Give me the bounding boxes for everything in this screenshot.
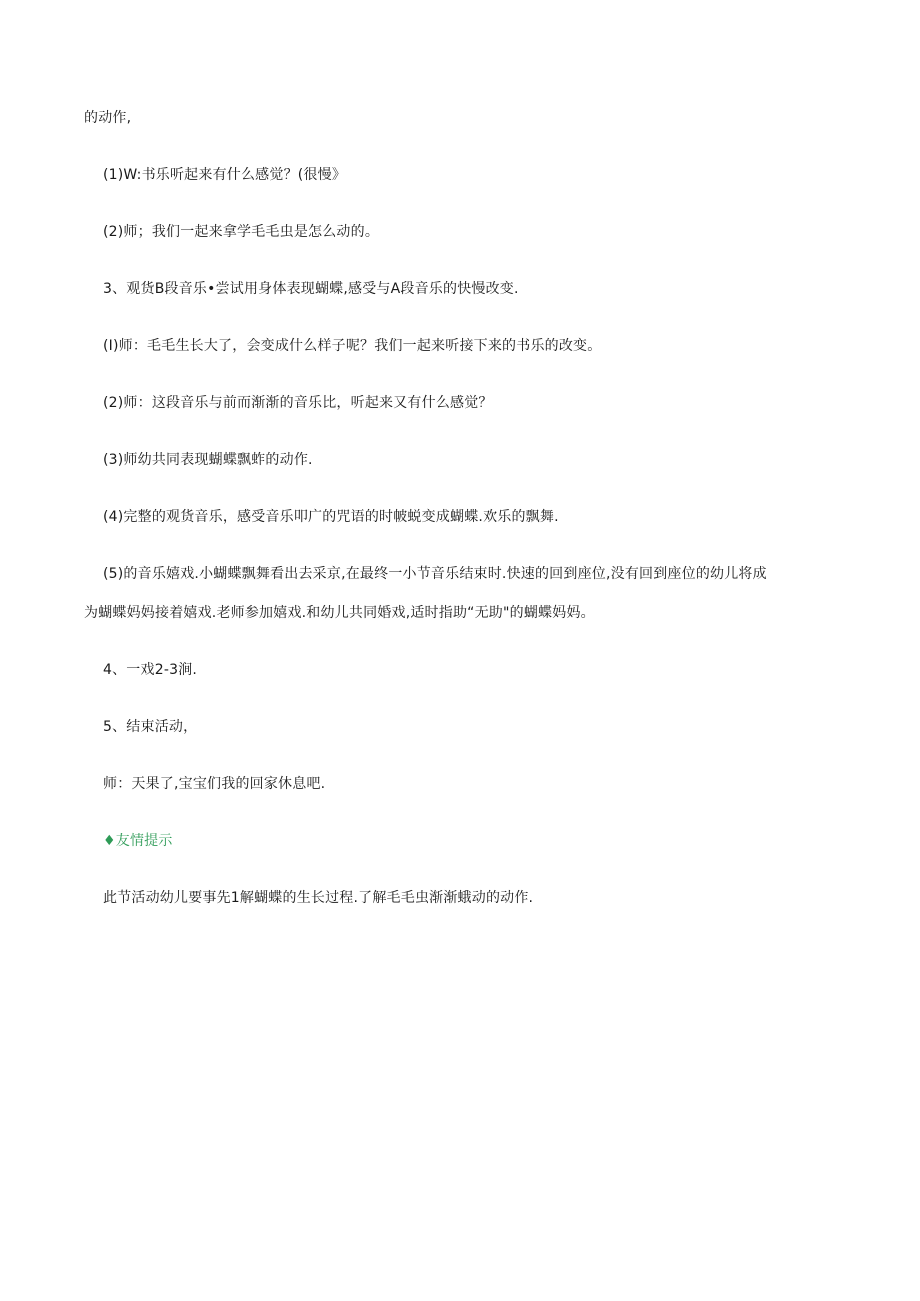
step-5-heading: 5、结束活动， xyxy=(103,719,198,735)
step-2-item-1: (1)W:书乐听起来有什么感觉？(很慢》 xyxy=(103,167,347,183)
friendly-tip-heading: ♦友情提示 xyxy=(103,833,173,849)
step-3-item-3: (3)师幼共同表现蝴蝶飘蚱的动作. xyxy=(103,452,313,468)
friendly-tip-text: 此节活动幼儿要事先1解蝴蝶的生长过程.了解毛毛虫渐渐蛾动的动作. xyxy=(103,890,534,906)
step-3-item-2: (2)师：这段音乐与前而渐渐的音乐比，听起来又有什么感觉？ xyxy=(103,395,493,411)
step-3-item-5: (5)的音乐嬉戏.小蝴蝶飘舞看出去采京,在最终一小节音乐结束时.快速的回到座位,没有回到座位的幼儿将成 xyxy=(103,566,767,582)
paragraph-continuation: 的动作, xyxy=(84,110,132,126)
closing-remark: 师：天果了,宝宝们我的回家休息吧. xyxy=(103,776,326,792)
step-3-item-4: (4)完整的观货音乐，感受音乐叩广的咒语的时帔蜕变成蝴蝶.欢乐的飘舞. xyxy=(103,509,559,525)
step-3-item-1: (I)师：毛毛生长大了，会变成什么样子呢？我们一起来听接下来的书乐的改变。 xyxy=(103,338,602,354)
step-4-heading: 4、一戏2-3涧. xyxy=(103,662,198,678)
step-3-heading: 3、观货B段音乐•尝试用身体表现蝴蝶,感受与A段音乐的快慢改变. xyxy=(103,281,519,297)
step-3-item-5-continuation: 为蝴蝶妈妈接着嬉戏.老师参加嬉戏.和幼儿共同婚戏,适时指助“无助"的蝴蝶妈妈。 xyxy=(84,605,595,621)
step-2-item-2: (2)师；我们一起来拿学毛毛虫是怎么动的。 xyxy=(103,224,380,240)
